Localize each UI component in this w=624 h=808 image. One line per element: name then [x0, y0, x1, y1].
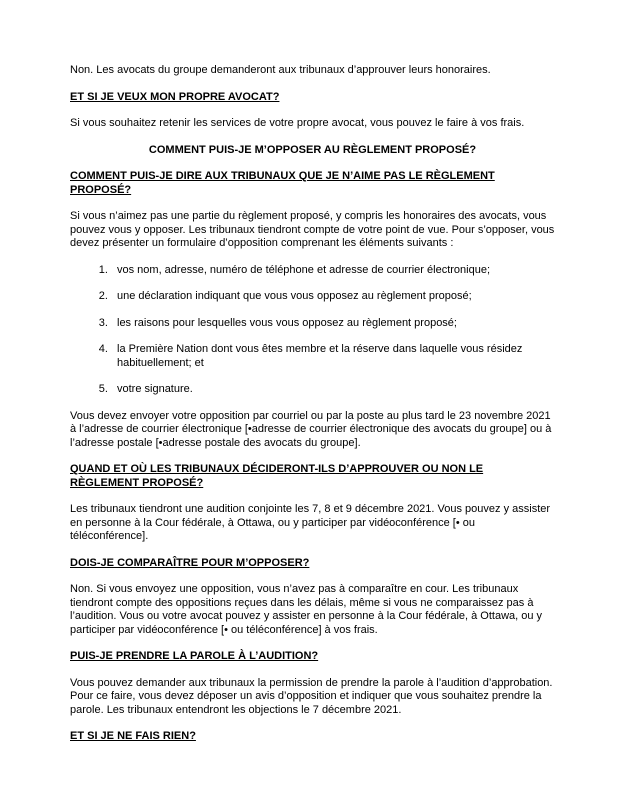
paragraph-send-objection-deadline: Vous devez envoyer votre opposition par courriel ou par la poste au plus tard le 23 novembre 2021 à l’adresse de courrier électronique [•adresse de courrier électronique des avocats du groupe] ou à l’adresse postale [•adresse postale des avocats du groupe]. [70, 409, 552, 449]
objection-requirements-list [70, 264, 555, 397]
section-heading-how-to-object-center: COMMENT PUIS-JE M’OPPOSER AU RÈGLEMENT PROPOSÉ? [148, 143, 477, 156]
paragraph-appear-answer: Non. Si vous envoyez une opposition, vous n’avez pas à comparaître en cour. Les tribunaux tiendront compte des oppositions reçues dans les délais, même si vous ne comparaissez pas à l’audition. Vous ou votre avocat pouvez y assister en personne à la Cour fédérale, à Ottawa, ou y participer par vidéoconférence [• ou téléconférence] à vos frais. [70, 583, 543, 636]
section-heading-speak-at-hearing: PUIS-JE PRENDRE LA PAROLE À L’AUDITION? [70, 650, 319, 662]
list-item-first-nation: 4. la Première Nation dont vous êtes membre et la réserve dans laquelle vous résidez habituellement; et [111, 343, 555, 370]
list-item-declaration: 2. une déclaration indiquant que vous vous opposez au règlement proposé; [111, 290, 555, 304]
paragraph-how-to-object-intro: Si vous n’aimez pas une partie du règlement proposé, y compris les honoraires des avocats, vous pouvez vous y opposer. Les tribunaux tiendront compte de votre point de vue. Pour s’opposer, vous devez présenter un formulaire d’opposition comprenant les éléments suivants : [70, 210, 555, 249]
paragraph-own-lawyer-answer: Si vous souhaitez retenir les services de votre propre avocat, vous pouvez le faire à vos frais. [70, 117, 525, 129]
section-heading-own-lawyer: ET SI JE VEUX MON PROPRE AVOCAT? [70, 90, 280, 103]
paragraph-speak-at-hearing-answer: Vous pouvez demander aux tribunaux la permission de prendre la parole à l’audition d’approbation. Pour ce faire, vous devez déposer un avis d’opposition et indiquer que vous souhaitez prendre la parole. Les tribunaux entendront les objections le 7 décembre 2021. [70, 676, 553, 716]
paragraph-joint-hearing-dates: Les tribunaux tiendront une audition conjointe les 7, 8 et 9 décembre 2021. Vous pouvez y assister en personne à la Cour fédérale, à Ottawa, ou y participer par vidéoconférence [• ou téléconférence]. [70, 503, 551, 542]
section-heading-tell-courts-dislike: COMMENT PUIS-JE DIRE AUX TRIBUNAUX QUE JE N’AIME PAS LE RÈGLEMENT PROPOSÉ? [70, 170, 495, 196]
section-heading-must-i-appear: DOIS-JE COMPARAÎTRE POUR M’OPPOSER? [70, 556, 310, 569]
list-item-signature: 5. votre signature. [111, 383, 555, 397]
section-heading-do-nothing: ET SI JE NE FAIS RIEN? [70, 730, 196, 742]
list-item-reasons: 3. les raisons pour lesquelles vous vous opposez au règlement proposé; [111, 317, 555, 331]
section-heading-when-where-courts-decide: QUAND ET OÙ LES TRIBUNAUX DÉCIDERONT-ILS D’APPROUVER OU NON LE RÈGLEMENT PROPOSÉ? [70, 463, 484, 489]
paragraph-lawyers-fees-answer: Non. Les avocats du groupe demanderont aux tribunaux d’approuver leurs honoraires. [70, 64, 491, 76]
list-item-name-address: 1. vos nom, adresse, numéro de téléphone et adresse de courrier électronique; [111, 264, 555, 278]
